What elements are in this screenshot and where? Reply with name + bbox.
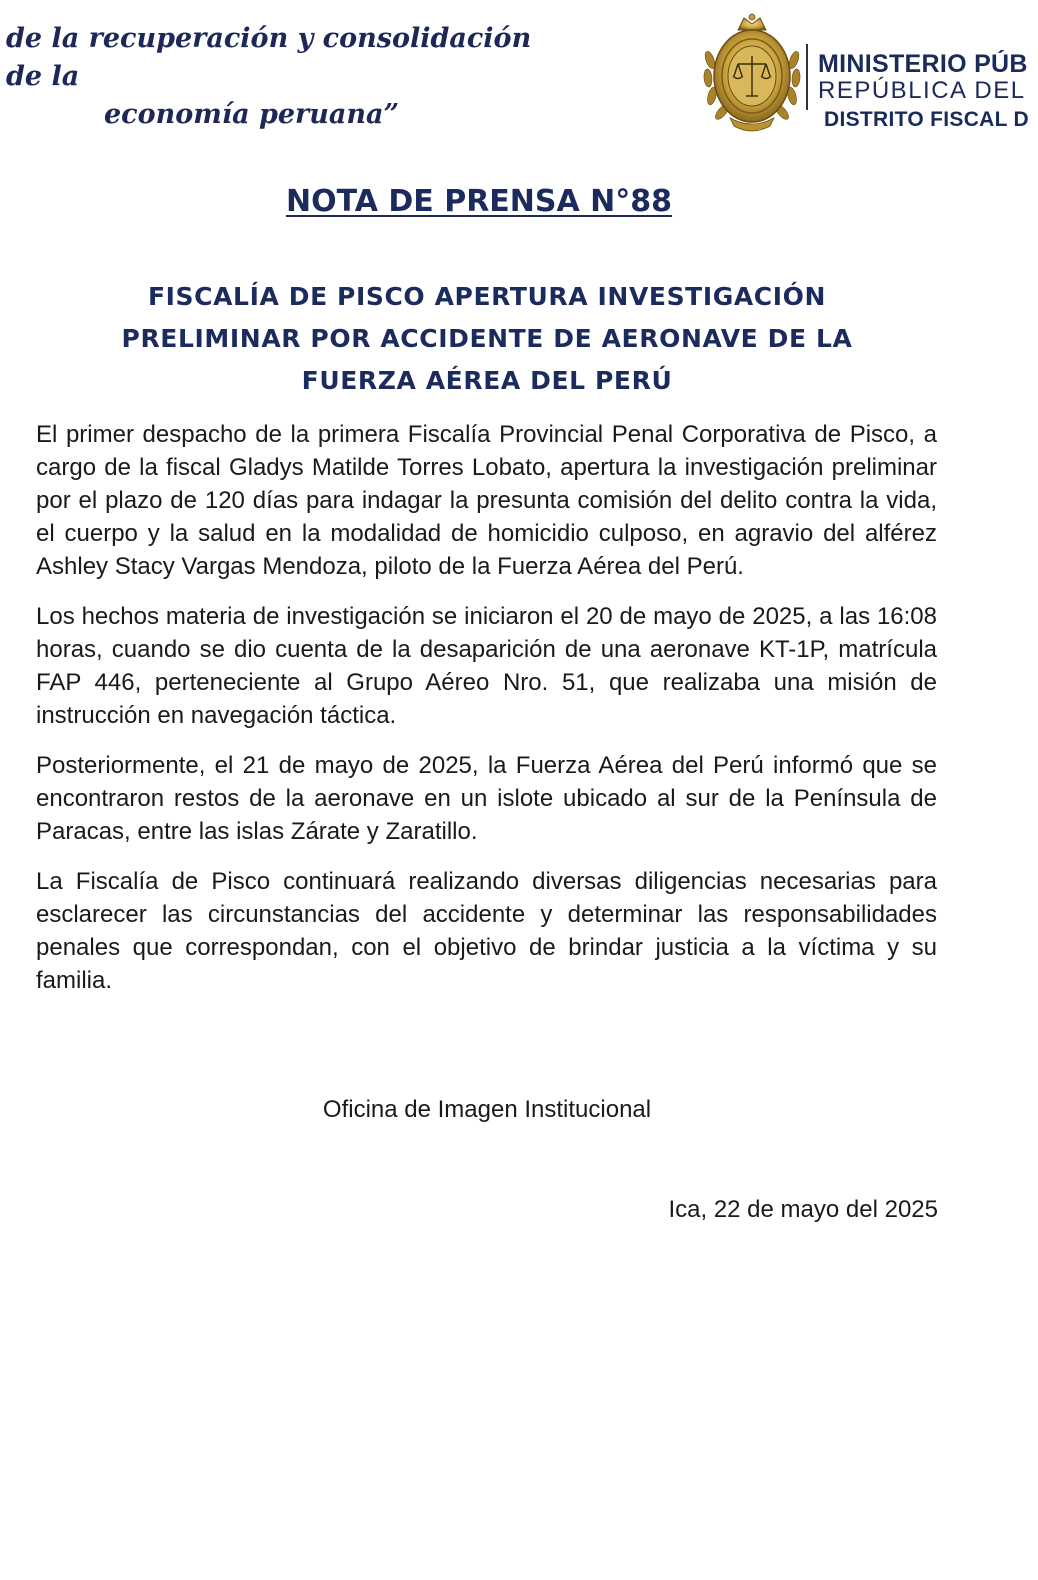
- headline-line-1: FISCALÍA DE PISCO APERTURA INVESTIGACIÓN: [147, 282, 827, 311]
- article-body: [36, 418, 937, 1014]
- office-signature: Oficina de Imagen Institucional: [322, 1096, 652, 1123]
- motto-line-2: economía peruana”: [104, 99, 400, 130]
- institution-name: MINISTERIO PÚB: [818, 50, 1028, 78]
- institution-district: DISTRITO FISCAL D: [824, 108, 1029, 131]
- paragraph-1: El primer despacho de la primera Fiscalía Provincial Penal Corporativa de Pisco, a cargo de la fiscal Gladys Matilde Torres Lobato, apertura la investigación preliminar por el plazo de 120 días para indagar la presunta comisión del delito contra la vida, el cuerpo y la salud en la modalidad de homicidio culposo, en agravio del alférez Ashley Stacy Vargas Mendoza, piloto de la Fuerza Aérea del Perú.: [36, 421, 937, 580]
- motto-line-1: de la recuperación y consolidación de la: [6, 23, 532, 92]
- headline: [36, 276, 938, 402]
- institution-country: REPÚBLICA DEL: [818, 77, 1026, 104]
- press-release-title: [0, 184, 958, 219]
- paragraph-3: Posteriormente, el 21 de mayo de 2025, la Fuerza Aérea del Perú informó que se encontraron restos de la aeronave en un islote ubicado al sur de la Península de Paracas, entre las islas Zárate y Zaratillo.: [36, 752, 937, 845]
- header-divider: [806, 44, 808, 110]
- headline-line-3: FUERZA AÉREA DEL PERÚ: [301, 366, 673, 395]
- press-release-title-text: NOTA DE PRENSA N°88: [285, 184, 673, 219]
- date-line: Ica, 22 de mayo del 2025: [668, 1196, 938, 1223]
- ministerio-publico-crest-icon: [702, 10, 802, 138]
- paragraph-4: La Fiscalía de Pisco continuará realizando diversas diligencias necesarias para esclarecer las circunstancias del accidente y determinar las responsabilidades penales que correspondan, con el objetivo de brindar justicia a la víctima y su familia.: [36, 868, 937, 994]
- header-motto: [0, 20, 560, 134]
- headline-line-2: PRELIMINAR POR ACCIDENTE DE AERONAVE DE LA: [121, 324, 853, 353]
- paragraph-2: Los hechos materia de investigación se iniciaron el 20 de mayo de 2025, a las 16:08 horas, cuando se dio cuenta de la desaparición de una aeronave KT-1P, matrícula FAP 446, perteneciente al Grupo Aéreo Nro. 51, que realizaba una misión de instrucción en navegación táctica.: [36, 603, 937, 729]
- institution-block: [818, 50, 1038, 132]
